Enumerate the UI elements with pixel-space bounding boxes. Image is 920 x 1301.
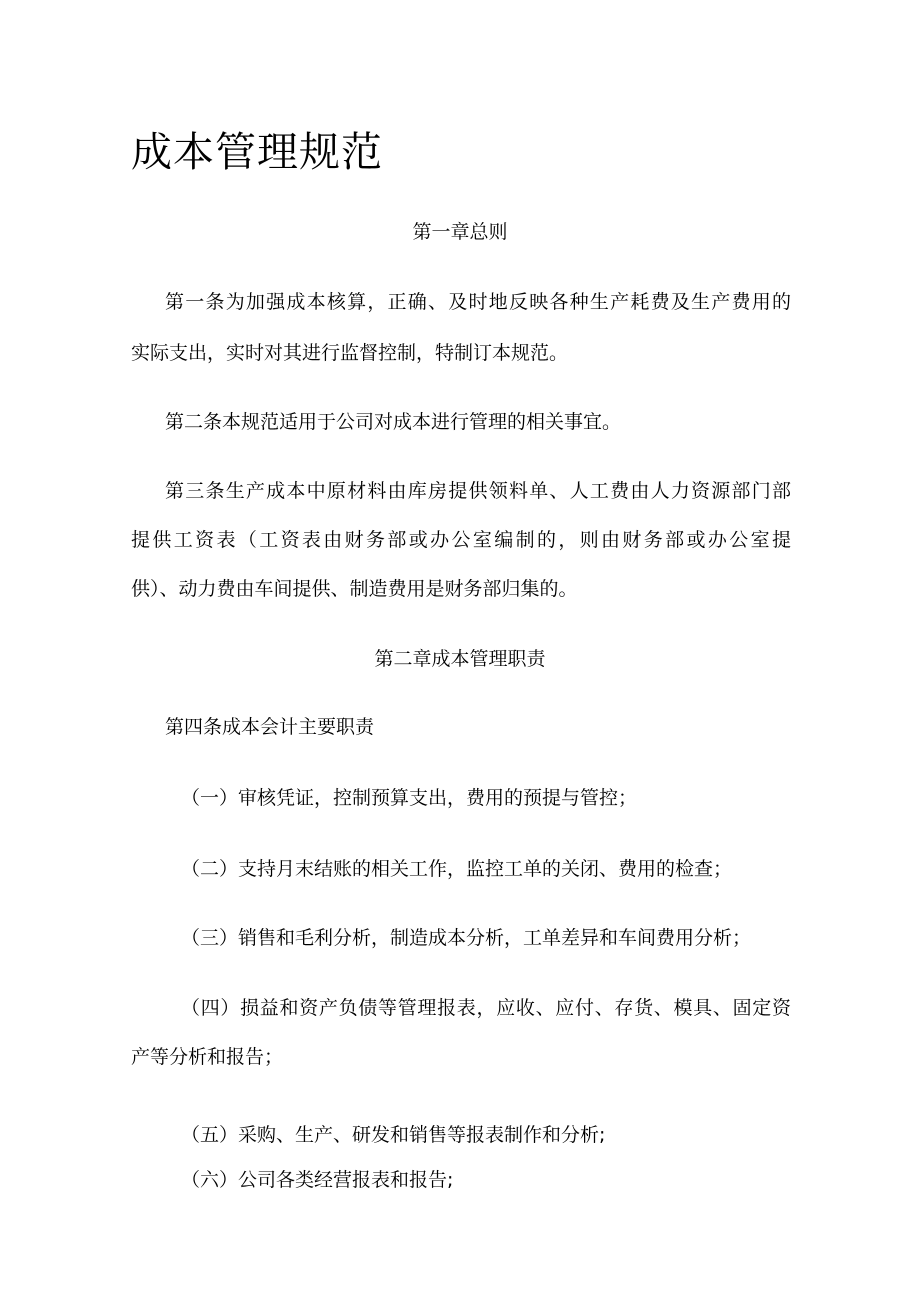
article-3-line-3: 供）、动力费由车间提供、制造费用是财务部归集的。 [131,578,578,600]
article-3-line-2: 提供工资表（工资表由财务部或办公室编制的，则由财务部或办公室提 [131,529,791,551]
duty-item-1: （一）审核凭证，控制预算支出，费用的预提与管控； [181,787,638,809]
article-4: 第四条成本会计主要职责 [165,716,375,738]
duty-item-4-line-1: （四）损益和资产负债等管理报表，应收、应付、存货、模具、固定资 [181,997,791,1019]
duty-item-4-line-2: 产等分析和报告； [131,1046,284,1068]
article-2: 第二条本规范适用于公司对成本进行管理的相关事宜。 [165,411,622,433]
duty-item-3: （三）销售和毛利分析，制造成本分析，工单差异和车间费用分析； [181,927,752,949]
document-title: 成本管理规范 [131,128,383,176]
duty-item-5: （五）采购、生产、研发和销售等报表制作和分析; [181,1124,606,1146]
chapter-1-heading: 第一章总则 [412,221,508,243]
chapter-2-heading: 第二章成本管理职责 [374,648,546,670]
duty-item-2: （二）支持月末结账的相关工作，监控工单的关闭、费用的检查； [181,858,733,880]
article-3-line-1: 第三条生产成本中原材料由库房提供领料单、人工费由人力资源部门部 [165,480,791,502]
duty-item-6: （六）公司各类经营报表和报告; [181,1169,454,1191]
article-1-line-2: 实际支出，实时对其进行监督控制，特制订本规范。 [131,342,569,364]
article-1-line-1: 第一条为加强成本核算，正确、及时地反映各种生产耗费及生产费用的 [165,291,791,313]
